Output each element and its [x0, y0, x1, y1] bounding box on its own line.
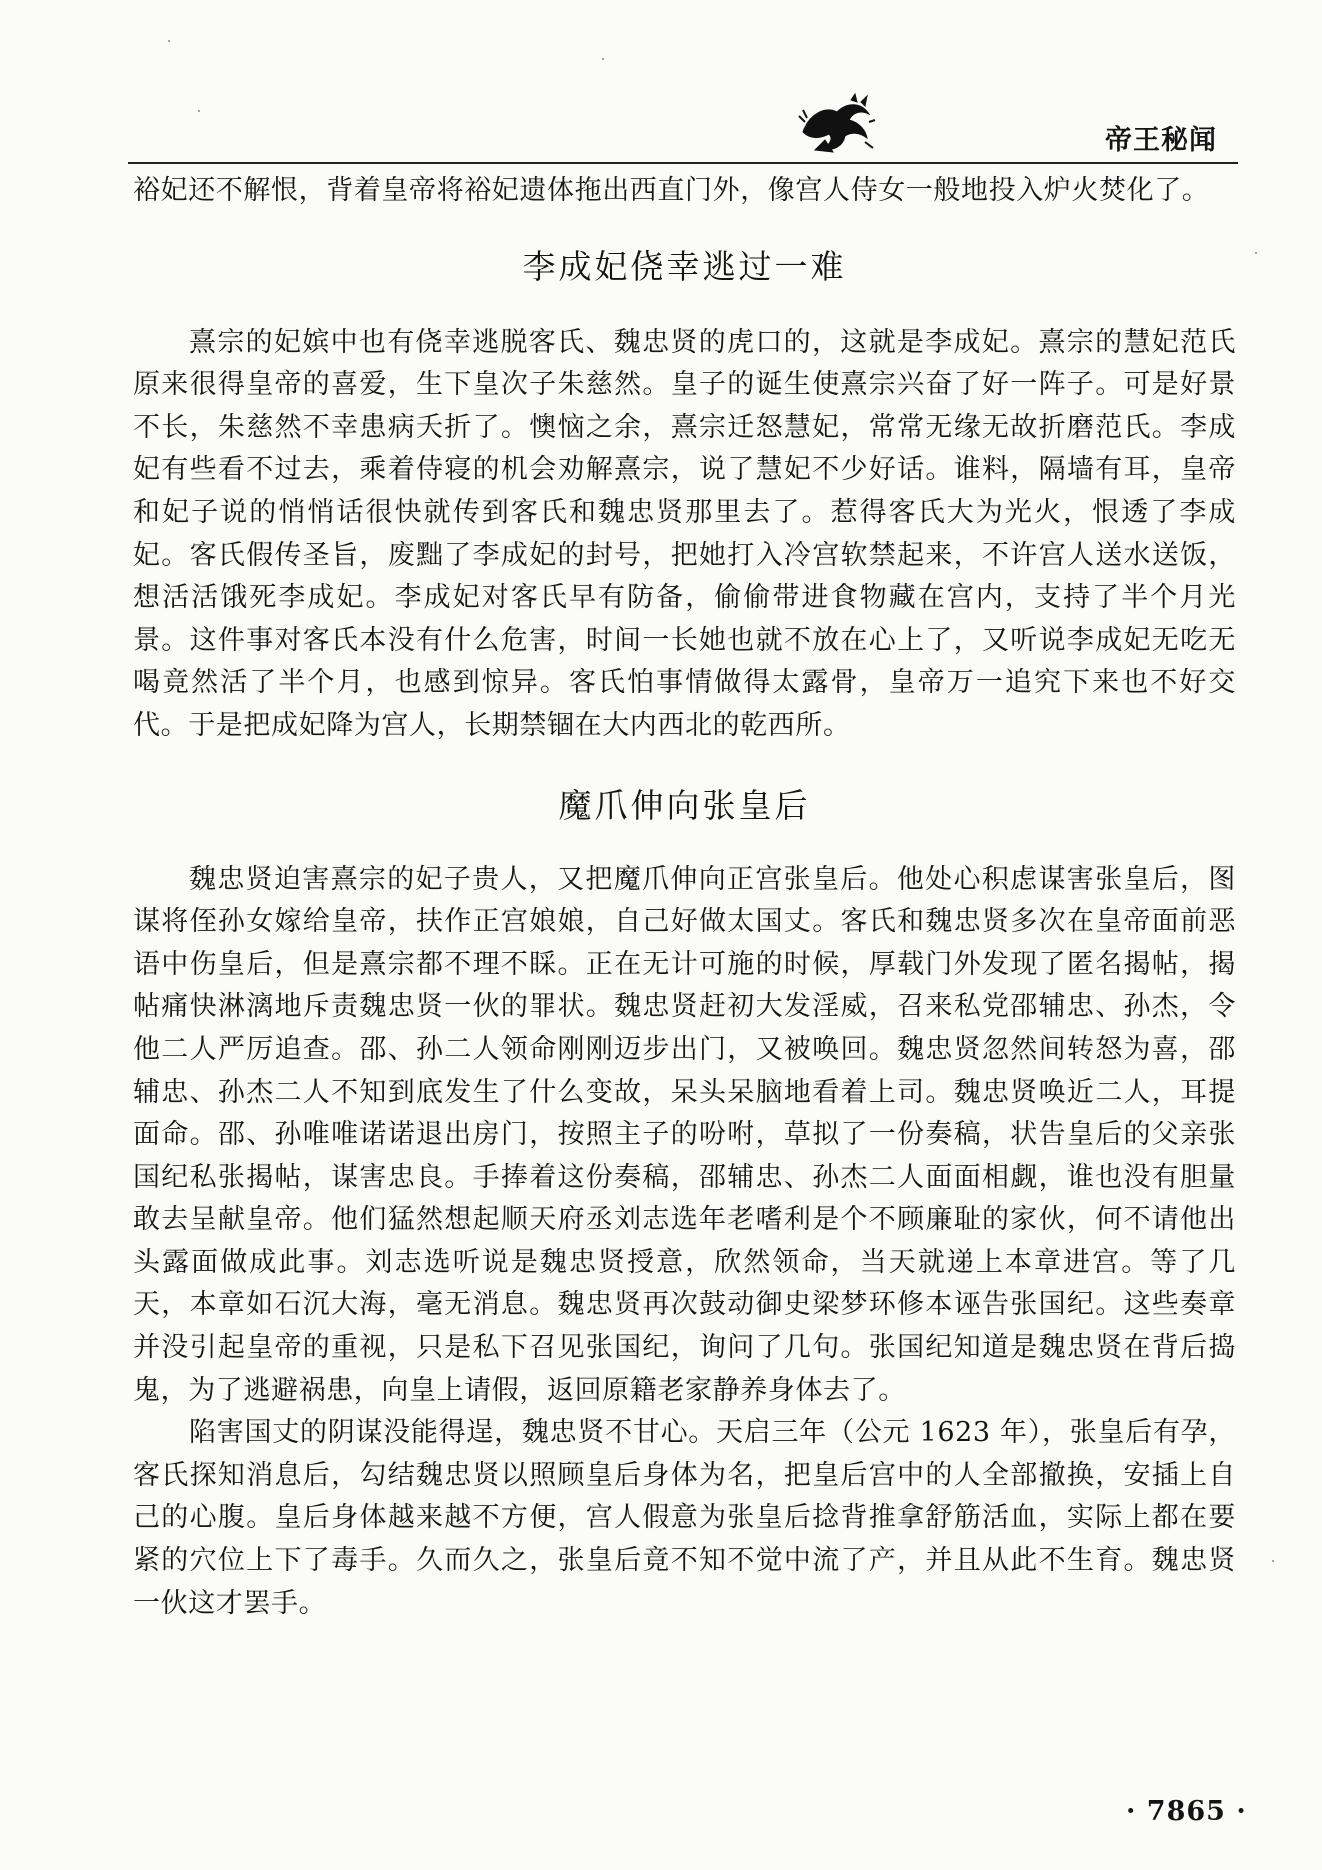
section-title-li-chengfei: 李成妃侥幸逃过一难 — [522, 246, 847, 286]
scan-speck — [168, 40, 170, 42]
continued-paragraph: 裕妃还不解恨，背着皇帝将裕妃遗体拖出西直门外，像宫人侍女一般地投入炉火焚化了。 — [133, 175, 1210, 206]
page-body — [133, 170, 1236, 1625]
scan-speck — [602, 58, 604, 60]
dragon-emblem-icon — [795, 92, 877, 158]
section-title-zhang-huanghou: 魔爪伸向张皇后 — [558, 785, 811, 825]
page-number: · 7865 · — [1126, 1796, 1247, 1827]
section2-paragraph-1: 魏忠贤迫害熹宗的妃子贵人，又把魔爪伸向正宫张皇后。他处心积虑谋害张皇后，图谋将侄孙女嫁给皇帝，扶作正宫娘娘，自己好做太国丈。客氏和魏忠贤多次在皇帝面前恶语中伤皇后，但是熹宗都不理不睬。正在无计可施的时候，厚载门外发现了匿名揭帖，揭帖痛快淋漓地斥责魏忠贤一伙的罪状。魏忠贤赶初大发淫威，召来私党邵辅忠、孙杰，令他二人严厉追查。邵、孙二人领命刚刚迈步出门，又被唤回。魏忠贤忽然间转怒为喜，邵辅忠、孙杰二人不知到底发生了什么变故，呆头呆脑地看着上司。魏忠贤唤近二人，耳提面命。邵、孙唯唯诺诺退出房门，按照主子的吩咐，草拟了一份奏稿，状告皇后的父亲张国纪私张揭帖，谋害忠良。手捧着这份奏稿，邵辅忠、孙杰二人面面相觑，谁也没有胆量敢去呈献皇帝。他们猛然想起顺天府丞刘志选年老嗜利是个不顾廉耻的家伙，何不请他出头露面做成此事。刘志选听说是魏忠贤授意，欣然领命，当天就递上本章进宫。等了几天，本章如石沉大海，毫无消息。魏忠贤再次鼓动御史梁梦环修本诬告张国纪。这些奏章并没引起皇帝的重视，只是私下召见张国纪，询问了几句。张国纪知道是魏忠贤在背后捣鬼，为了逃避祸患，向皇上请假，返回原籍老家静养身体去了。 — [133, 863, 1236, 1406]
running-header-title: 帝王秘闻 — [1105, 125, 1217, 156]
scan-speck — [1255, 252, 1257, 254]
section1-paragraph: 熹宗的妃嫔中也有侥幸逃脱客氏、魏忠贤的虎口的，这就是李成妃。熹宗的慧妃范氏原来很得皇帝的喜爱，生下皇次子朱慈然。皇子的诞生使熹宗兴奋了好一阵子。可是好景不长，朱慈然不幸患病夭折了。懊恼之余，熹宗迁怒慧妃，常常无缘无故折磨范氏。李成妃有些看不过去，乘着侍寝的机会劝解熹宗，说了慧妃不少好话。谁料，隔墙有耳，皇帝和妃子说的悄悄话很快就传到客氏和魏忠贤那里去了。惹得客氏大为光火，恨透了李成妃。客氏假传圣旨，废黜了李成妃的封号，把她打入冷宫软禁起来，不许宫人送水送饭，想活活饿死李成妃。李成妃对客氏早有防备，偷偷带进食物藏在宫内，支持了半个月光景。这件事对客氏本没有什么危害，时间一长她也就不放在心上了，又听说李成妃无吃无喝竟然活了半个月，也感到惊异。客氏怕事情做得太露骨，皇帝万一追究下来也不好交代。于是把成妃降为宫人，长期禁锢在大内西北的乾西所。 — [133, 326, 1236, 741]
scan-speck — [198, 110, 200, 112]
scan-speck — [1272, 1560, 1274, 1562]
header-divider — [128, 162, 1238, 164]
section2-paragraph-2: 陷害国丈的阴谋没能得逞，魏忠贤不甘心。天启三年（公元 1623 年），张皇后有孕，客氏探知消息后，勾结魏忠贤以照顾皇后身体为名，把皇后宫中的人全部撤换，安插上自己的心腹。皇后身体越来越不方便，宫人假意为张皇后捻背推拿舒筋活血，实际上都在要紧的穴位上下了毒手。久而久之，张皇后竟不知不觉中流了产，并且从此不生育。魏忠贤一伙这才罢手。 — [133, 1417, 1236, 1619]
